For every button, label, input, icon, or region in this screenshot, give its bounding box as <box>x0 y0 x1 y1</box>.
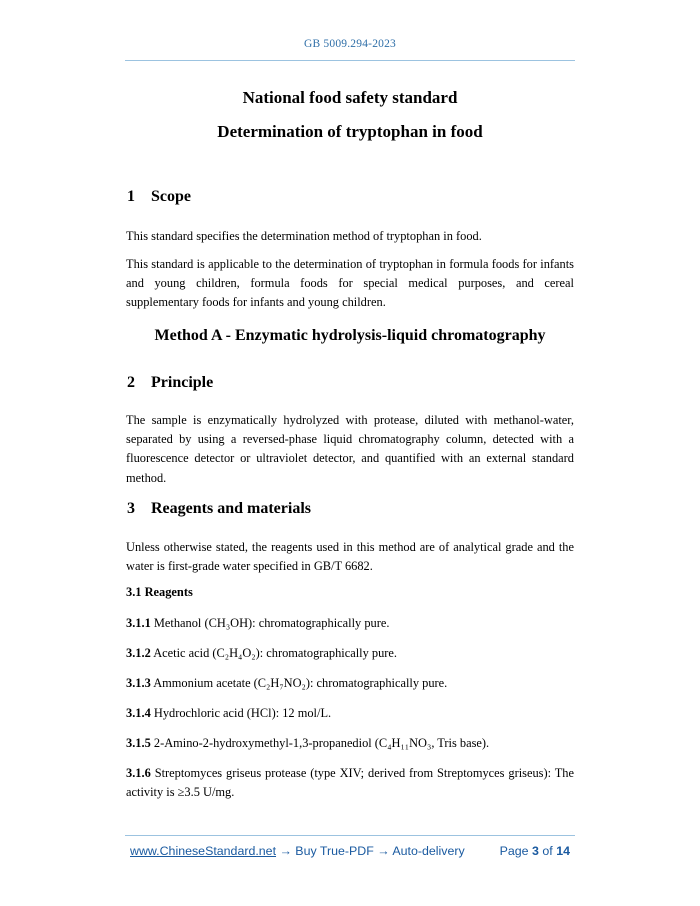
page-footer <box>130 844 572 862</box>
item-text: Streptomyces griseus protease (type XIV; derived from Streptomyces griseus): The activity is ≥3.5 U/mg. <box>126 766 574 800</box>
item-text: Ammonium acetate (C₂H₇NO₂): chromatographically pure. <box>153 676 448 690</box>
item-text: Hydrochloric acid (HCl): 12 mol/L. <box>153 706 332 720</box>
website-link[interactable]: www.ChineseStandard.net <box>130 844 277 858</box>
section-3-heading <box>127 500 311 518</box>
item-number: 3.1.3 <box>126 676 151 690</box>
subsection-heading: 3.1 Reagents <box>126 585 193 599</box>
page-word: Page <box>499 844 529 858</box>
document-title-line1: National food safety standard <box>242 88 458 107</box>
section-number: 2 <box>127 374 135 391</box>
footer-tagline: → Buy True-PDF → Auto-delivery <box>276 844 465 858</box>
section-2-heading <box>127 374 213 392</box>
scope-paragraph-2: This standard is applicable to the determination of tryptophan in formula foods for infants and young children, formula foods for special medical purposes, and cereal supplementary foods for infants and young children. <box>126 257 574 310</box>
item-text: 2-Amino-2-hydroxymethyl-1,3-propanediol (C₄H₁₁NO₃, Tris base). <box>153 736 490 750</box>
item-number: 3.1.5 <box>126 736 151 750</box>
document-title-line2: Determination of tryptophan in food <box>217 122 483 141</box>
section-number: 1 <box>127 188 135 205</box>
item-text: Methanol (CH₃OH): chromatographically pure. <box>153 616 390 630</box>
section-title: Principle <box>151 374 214 391</box>
page-current: 3 <box>532 844 539 858</box>
method-title: Method A - Enzymatic hydrolysis-liquid chromatography <box>154 327 546 344</box>
header-rule <box>125 60 575 61</box>
page-total: 14 <box>556 844 570 858</box>
page-of: of <box>542 844 553 858</box>
item-number: 3.1.1 <box>126 616 151 630</box>
section-1-heading <box>127 188 191 206</box>
page-header-code: GB 5009.294-2023 <box>303 38 396 50</box>
item-text: Acetic acid (C₂H₄O₂): chromatographically pure. <box>153 646 398 660</box>
principle-paragraph: The sample is enzymatically hydrolyzed with protease, diluted with methanol-water, separated by using a reversed-phase liquid chromatography column, detected with a fluorescence detector or ultraviolet detector, and quantified with an external standard method. <box>126 413 574 485</box>
scope-paragraph-1: This standard specifies the determination method of tryptophan in food. <box>126 229 482 243</box>
item-number: 3.1.4 <box>126 706 151 720</box>
page-indicator <box>500 844 570 858</box>
reagent-item <box>126 614 574 633</box>
section-title: Reagents and materials <box>151 500 311 517</box>
section-title: Scope <box>151 188 191 205</box>
item-number: 3.1.6 <box>126 766 151 780</box>
item-number: 3.1.2 <box>126 646 151 660</box>
reagent-item <box>126 674 574 693</box>
footer-rule <box>125 835 575 836</box>
reagent-item <box>126 644 574 663</box>
reagent-item <box>126 704 574 723</box>
reagent-item <box>126 764 574 802</box>
reagents-paragraph: Unless otherwise stated, the reagents used in this method are of analytical grade and the water is first-grade water specified in GB/T 6682. <box>126 540 574 574</box>
reagent-item <box>126 734 574 753</box>
section-number: 3 <box>127 500 135 517</box>
